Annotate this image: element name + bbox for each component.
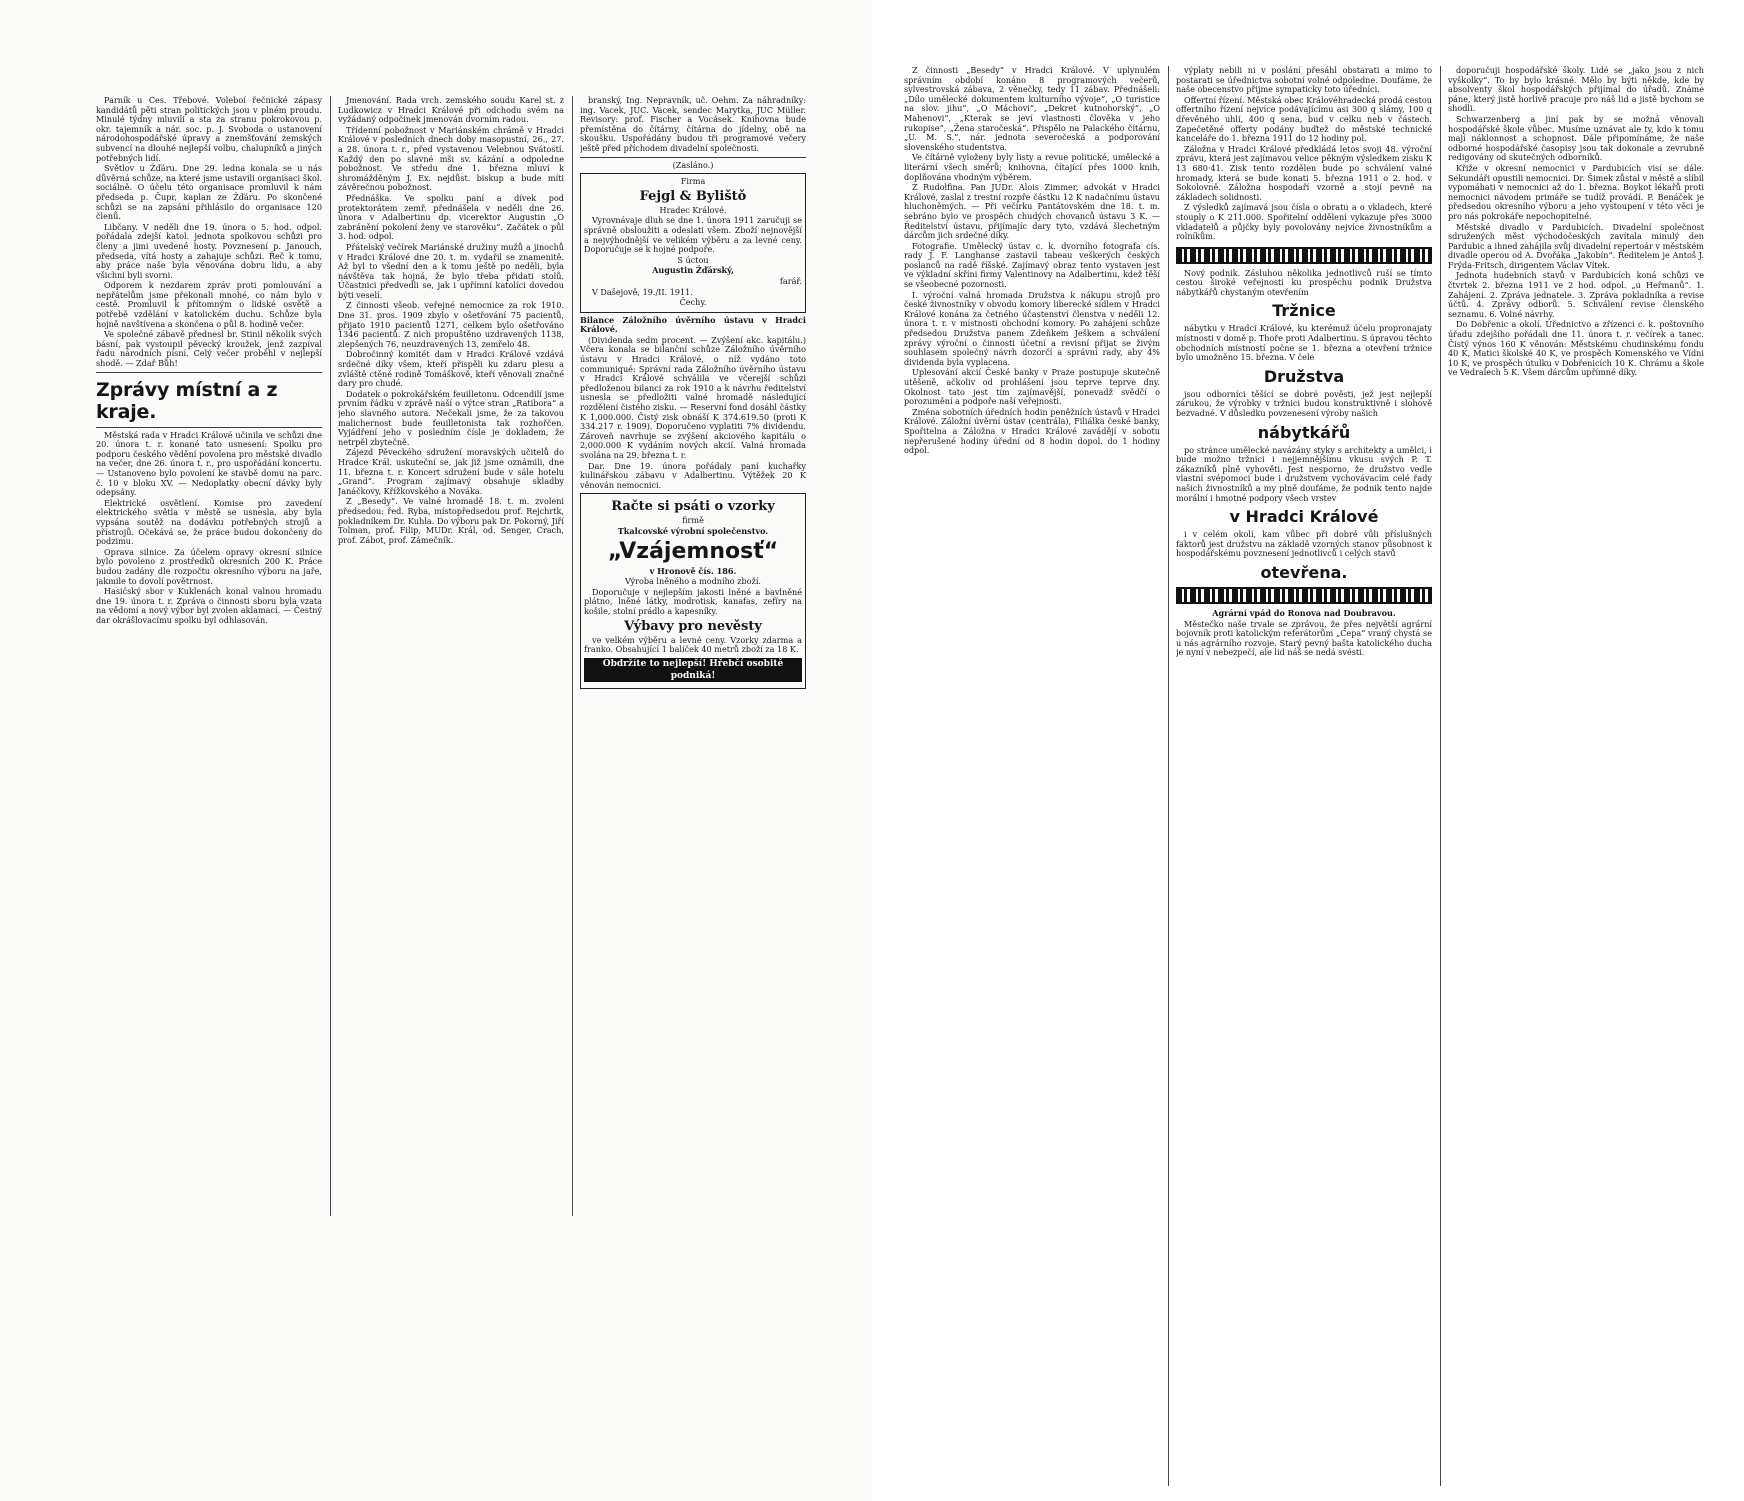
- article-paragraph: výplaty nebili ni v poslání přesáhl obstarati a mimo to postarati se úřednictva sobotní volné odpoledne. Doufáme, že naše obecenstvo přijme sympaticky toto úředníci.: [1176, 66, 1432, 95]
- ad-line: v Hronově čís. 186.: [649, 565, 737, 576]
- article-paragraph: Hasičský sbor v Kuklenách konal valnou hromadu dne 19. února t. r. Zpráva o činnosti sboru byla vzata na vědomí a nový výbor byl zvolen aklamací. — Čestný dar okrášlovacímu spolku byl odhlasován.: [96, 586, 322, 625]
- article-paragraph: nábytku v Hradci Králové, ku kterémuž účelu propronajaty místnosti v domě p. Thoře proti Adalbertinu. S úpravou těchto obchodních místností počne se 1. března a otevření tržnice bylo umožněno 15. března. V čele: [1176, 323, 1432, 363]
- right-column-2: [1176, 66, 1432, 1486]
- article-paragraph: Oprava silnice. Za účelem opravy okresní silnice bylo povoleno z prostředků okresních 200 K. Práce budou zadány dle rozpočtu okresního výboru na jaře, jakmile to dovolí povětrnost.: [96, 546, 322, 586]
- ornamental-border: [1176, 247, 1432, 264]
- ad-text: ve velkém výběru a levné ceny. Vzorky zdarma a franko. Obsahující 1 balíček 40 metrů zboží za 18 K.: [584, 634, 802, 655]
- signature-name: Augustin Žďárský,: [652, 265, 734, 276]
- firma-name: Fejgl & Bylištǒ: [639, 188, 747, 204]
- article-paragraph: Z činnosti všeob. veřejné nemocnice za rok 1910. Dne 31. pros. 1909 zbylo v ošetřování 75 pacientů, přijato 1910 pacientů 1271, celkem bylo ošetřováno 1346 pacientů. Z nich propuštěno uzdravených 1138, zlepšených 76, neuzdravených 13, zemřelo 48.: [338, 300, 564, 349]
- firma-sub: Hradec Králové.: [659, 204, 727, 215]
- article-paragraph: po stránce umělecké navázány styky s architekty a umělci, i bude možno tržnici i nejjemnějšímu vkusu svých P. T. zákazníků plně vyhověti. Jest nesporno, že družstvo vedle vlastní svépomoci bude i družstvem vychovávacím celé řady našich živnostníků a my plně doufáme, že podnik tento najde morální i hmotné podpory všech vrstev: [1176, 444, 1432, 503]
- left-column-1: [96, 96, 322, 1216]
- article-paragraph: Odporem k nezdarem zpráv proti pomlouvání a nepřátelům jsme překonali mnohé, co nám bylo v cestě. Promluvil k přítomným o lidské osvětě a potřebě vzdělání v katolickém duchu. Schůze byla hojně navštívena a skončena o půl 8. hodině večer.: [96, 280, 322, 329]
- article-paragraph: Zájezd Pěveckého sdružení moravských učitelů do Hradce Král. uskuteční se, jak již jsme oznámili, dne 11. března t. r. Koncert sdružení bude v sále hotelu „Grand“. Program zajímavý obsahuje skladby Janáčkovy, Křížkovského a Nováka.: [338, 447, 564, 496]
- ad-heading-otevrena: otevřena.: [1260, 562, 1348, 582]
- left-column-3: [580, 96, 806, 1216]
- article-paragraph: Z Rudolfina. Pan JUDr. Alois Zimmer, advokát v Hradci Králové, zaslal z trestní rozpře částku 12 K nadačnímu ústavu hluchoněmých. — Při večírku Pantátovském dne 18. t. m. sebráno bylo ve prospěch chudých chovanců ústavu 3 K. — Ředitelství ústavu, přijímajíc dary tyto, vzdává šlechetným dárcům jich srdečné díky.: [904, 182, 1160, 241]
- divider: [96, 427, 322, 428]
- article-paragraph: Z výsledků zajímavá jsou čísla o obratu a o vkladech, které stouply o K 211.000. Spořitelní oddělení vykazuje přes 3000 vkladatelů a půjčky byly povolovány nejvíce živnostníkům a rolníkům.: [1176, 202, 1432, 242]
- firma-text: Vyrovnávaje dluh se dne 1. února 1911 zaručuji se správně obsloužiti a odeslati všem. Zboží nejnovější a nejvýhodnější ve velikém výběru a za levné ceny. Doporučuje se k hojné podpoře.: [584, 215, 802, 255]
- ad-heading-nabytkaru: nábytkářů: [1257, 422, 1351, 442]
- article-paragraph: Z „Besedy“. Ve valné hromadě 18. t. m. zvoleni předsedou: řed. Ryba, místopředsedou prof. Rejchrtk, pokladníkem Dr. Kuhla. Do výboru pak Dr. Pokorný, Jiří Tolman, prof. Filip, MUDr. Král, od. Senger, Crach, prof. Zábot, prof. Zámečník.: [338, 496, 564, 545]
- zaslano-label: (Zasláno.): [672, 159, 714, 170]
- signature-date: V Dašejově, 19./II. 1911.: [592, 286, 693, 297]
- divider: [580, 157, 806, 158]
- article-paragraph: Městské divadlo v Pardubicích. Divadelní společnost sdružených měst východočeských zavítala minulý den Pardubic a ihned zahájila svůj divadelní repertoár v městském divadle operou od A. Dvořáka „Jakobín“. Ředitelem je Antoš J. Frýda-Fritsch, dirigentem Václav Vítek.: [1448, 221, 1704, 270]
- article-paragraph: Parník u Čes. Třebové. Voleboí řečnické zápasy kandidátů pěti stran politických jsou v plném proudu. Minulé týdny mluvili a sta za stranu pokrokovou p. okr. tajemník a nár. soc. p. J. Svoboda o ustanovení národohospodářské úpravy a znemšťování zemských subvencí na dlouhé nejlepší volbu, chalupníků a jiných potřebných lidí.: [96, 96, 322, 163]
- ad-heading-druzstva: Družstva: [1263, 366, 1345, 386]
- right-newspaper-page: [872, 0, 1744, 1501]
- right-column-1: [904, 66, 1160, 1486]
- left-column-2: [338, 96, 564, 1216]
- ornamental-border: [1176, 587, 1432, 604]
- ad-heading-hradci: v Hradci Králové: [1229, 507, 1379, 527]
- ad-text: Doporučuje v nejlepším jakosti lněné a bavlněné plátno, lněné látky, modrotisk, kanafas, zefíry na košile, stolní prádlo a kapesníky.: [584, 586, 802, 616]
- article-paragraph: Uplesování akcií České banky v Praze postupuje skutečně utěšeně, ačkoliv od prohlášení jsou teprve teprve dny. Okolnost tato jest tím zajímavější, ponevadž svědčí o porozumění a podpoře naší veřejnosti.: [904, 367, 1160, 407]
- article-paragraph: Přátelský večírek Mariánské družiny mužů a jinochů v Hradci Králové dne 20. t. m. vydařil se znamenitě. Až byl to všední den a k tomu ještě po neděli, byla návštěva tak hojná, že bylo třeba přidati stolů. Účastnici předvedli se, jak i upřímní katolíci dovedou býti veselí.: [338, 241, 564, 300]
- article-paragraph: Ve čítárně vyloženy byly listy a revue politické, umělecké a literární všech směrů; knihovna, čítající přes 1000 knih, doplňována vhodným výběrem.: [904, 152, 1160, 182]
- article-paragraph: Dobročinný komitét dam v Hradci Králové vzdává srdečné díky všem, kteří přispěli ku zdaru plesu a zvláště ctěné rodině Tomáškově, kteří věnovali značné dary pro chudé.: [338, 349, 564, 389]
- article-paragraph: Elektrické osvětlení. Komise pro zavedení elektrického světla v městě se usnesla, aby byla vypsána soutěž na dodávku potřebných strojů a přístrojů. Očekává se, že práce budou dokončeny do podzimu.: [96, 497, 322, 547]
- ad-line: Račte si psáti o vzorky: [611, 499, 775, 515]
- signature-loc: Čechy.: [679, 297, 707, 308]
- firma-label: Firma: [680, 176, 706, 187]
- article-paragraph: Nový podnik. Zásluhou několika jednotlivců ruší se tímto cestou široké veřejnosti ku prospěchu podnik Družstva nábytkářů chystaným otevřením: [1176, 267, 1432, 297]
- ad-line: Tkalcovské výrobní společenstvo.: [617, 525, 769, 536]
- signature-place: S úctou: [677, 254, 709, 265]
- column-rule: [1440, 66, 1441, 1486]
- dar-text: Dar. Dne 19. února pořádaly paní kuchařky kulinářskou zábavu v Adalbertinu. Výtěžek 20 K věnován nemocnici.: [580, 460, 806, 490]
- article-paragraph: I. výroční valná hromada Družstva k nákupu strojů pro české živnostníky v obvodu komory liberecké sídlem v Hradci Králové konána za četného účastenství členstva v neděli 12. února t. r. v místnosti obchodní komory. Po zahájení schůze předsedou Družstva panem Zdeňkem Ješkem a schválení zprávy výroční o činnosti účetní a revisní přijat se živým souhlasem společný návrh dozorčí a správní rady, aby 4% dividenda byla vyplacena.: [904, 289, 1160, 367]
- ad-heading-trznice: Tržnice: [1272, 301, 1336, 321]
- article-paragraph: Z činnosti „Besedy“ v Hradci Králové. V uplynulém správním období konáno 8 programových večerů, sylvestrovská zábava, 2 věnečky, tedy 11 zábav. Přednášeli: „Dílo umělecké dokumentem kulturního vývoje“, „O turistice na slov. jihu“, „O Máchovi“, „Dekret kutnohorský“, „O Mahenovi“, „Kterak se jeví vlastnosti člověka v jeho rukopise“, „Žena staročeská“. Přispělo na Palackého čítárnu, „U. M. S.“, nár. jednota severočeská a podporování slovenského studentstva.: [904, 66, 1160, 152]
- article-paragraph: Křiže v okresní nemocnici v Pardubicích visí se dále. Sekundáři opustili nemocnici. Dr. Šimek zůstal v městě a slíbil vypomáhati v nemocnici až do 1. března. Boykot lékařů proti nemocnici návodem primáře se tudíž provádí. P. Benáček je předsedou okresního výboru a jeho vystoupení v této věci je pro nás pokrokáře nepochopitelné.: [1448, 162, 1704, 221]
- article-paragraph: Fotografie. Umělecký ústav c. k. dvorního fotografa cís. rady J. F. Langhanse zastavil tabeau veškerých českých poslanců na radě říšské. Zajímavý obraz tento vystaven jest ve výkladní skříni firmy Valentinovy na Adalbertinu, kdež těší se všeobecné pozornosti.: [904, 240, 1160, 290]
- article-paragraph: Záložna v Hradci Králové předkládá letos svoji 48. výroční zprávu, která jest zajímavou velice pěkným výsledkem zisku K 13 680·41. Zisk tento rozdělen bude po schválení valné hromady, která se bude konati 5. března 1911 o 2. hod. v Sokolovně. Záložna hospodaří vzorně a stojí pevně na základech solidnosti.: [1176, 143, 1432, 202]
- signature-role: farář.: [779, 275, 802, 286]
- article-paragraph: Světlov u Žďáru. Dne 29. ledna konala se u nás důvěrná schůze, na které jsme ustavili organisaci škol. sociálně. O účelu této organisace promluvil k nám předseda p. Čupr, kaplan ze Žďáru. Po skončené schůzi se na zapsání přihlásilo do organisace 120 členů.: [96, 163, 322, 222]
- column-rule: [1168, 66, 1169, 1486]
- ad-line: Výbavy pro nevěsty: [624, 618, 762, 634]
- article-paragraph: Do Dobřenic a okolí. Úřednictvo a zřízenci c. k. poštovního úřadu zdejšího pořádali dne 11. února t. r. večírek a tanec. Čistý výnos 160 K věnován: Městskému chudinskému fondu 40 K, Matici školské 40 K, ve prospěch Komenského ve Vídni 10 K, ve prospěch útulku v Dobřenicích 10 K. Chrámu a škole ve Vedralech 5 K. Všem dárcům upřímné díky.: [1448, 319, 1704, 378]
- bilance-title: Bilance Záložního úvěrního ústavu v Hradci Králové.: [580, 314, 806, 335]
- vzajemnost-advert: [580, 493, 806, 688]
- article-paragraph: Libčany. V neděli dne 19. února o 5. hod. odpol. pořádala zdejší katol. jednota spolkovou schůzi pro členy a jimi uvedené hosty. Povznesení p. Janouch, předseda, vítá hosty a zahajuje schůzi. Řeč k tomu, aby práce naše byla věnována dobru lidu, a aby všichni byli svorni.: [96, 221, 322, 280]
- article-paragraph: doporučuji hospodářské školy. Lidé se „jako jsou z nich vyškolky“. To by bylo krásné. Mělo by býti někde, kde by absolventy škol hospodářských přijímal do úřadů. Známe páne, který jistě horlivě pracuje pro náš lid a jistě bychom se shodli.: [1448, 66, 1704, 114]
- article-paragraph: branský, Ing. Nepravník, uč. Oehm. Za náhradníky: ing. Vacek, JUC. Vacek, sendec Marytka, JUC Müller. Revisory: prof. Fischer a Vocásek. Knihovna bude přemístěna do čítárny, čítárna do jídelny, obě na skoušku. Uspořádány budou tři programové večery ještě před příchodem divadelní společnosti.: [580, 96, 806, 153]
- ad-line: Výroba lněného a modního zboží.: [625, 576, 761, 587]
- article-paragraph: Ve společné zábavě přednesl br. Stinil několik svých básní, pak vystoupil pěvecký kroužek, jenž zazpíval řadu národních písní. Celý večer proběhl v nejlepší shodě. — Zdař Bůh!: [96, 329, 322, 369]
- article-paragraph: Jednota hudebních stavů v Pardubicích koná schůzi ve čtvrtek 2. března 1911 ve 2 hod. odpol. „u Heřmanů“. 1. Zahájení. 2. Zpráva jednatele. 3. Zpráva pokladníka a revise účtů. 4. Zprávy odborů. 5. Schválení revise členského seznamu. 6. Volné návrhy.: [1448, 270, 1704, 319]
- right-column-3: [1448, 66, 1704, 1486]
- article-paragraph: Schwarzenberg a jiní pak by se možná věnovali hospodářské škole vůbec. Musíme uznávat ale ty, kdo k tomu mají náklonnost a schopnost. Dále připomínáme, že naše odborné hospodářské časopisy jsou tak dokonale a zevrubně redigovány od skutečných odborníků.: [1448, 113, 1704, 163]
- section-title: Zprávy místní a z kraje.: [96, 378, 278, 423]
- ad-footer: Obdržíte to nejlepší! Hřebčí osobitě podniká!: [584, 658, 802, 682]
- column-rule: [572, 96, 573, 1216]
- divider: [96, 372, 322, 373]
- article-paragraph: Offertní řízení. Městská obec Královéhradecká prodá cestou offertního řízení nejvíce podávajícímu asi 300 q slámy, 100 q dřevěného uhlí, 400 q sena, bud v celku neb v částech. Zapečetěné offerty podány buďtež do městské technické kanceláře do 1. března 1911 do 12 hodiny pol.: [1176, 94, 1432, 144]
- ad-line: firmě: [682, 515, 704, 526]
- firma-notice: [580, 173, 806, 313]
- agrarni-title: Agrární vpád do Ronova nad Doubravou.: [1212, 607, 1396, 618]
- article-paragraph: jsou odborníci těšící se dobré pověsti, jež jest nejlepší zárukou, že výrobky v tržnici budou konstruktivně i slohově bezvadné. V důsledku povzenesení výroby našich: [1176, 388, 1432, 419]
- article-paragraph: Jmenování. Rada vrch. zemského soudu Karel st. z Ludkowicz v Hradci Králové při odchodu svém na vyžádaný odpočinek jmenován dvorním radou.: [338, 96, 564, 125]
- article-paragraph: Dodatek o pokrokářském feuilletonu. Odcendilí jsme prvním řádku v zprávě naší o výtce stran „Ratibora“ a jeho slavného autora. Nečekali jsme, že za takovou malichernost bude feuilletonista tak rozhořčen. Vyjádření jeho v posledním čísle je dokladem, že netrpěl zbytečně.: [338, 388, 564, 447]
- article-paragraph: Třídenní pobožnost v Mariánském chrámě v Hradci Králové v posledních dnech doby masopustní, 26., 27. a 28. února t. r., před vystavenou Velebnou Svátostí. Každý den po slavné mši sv. kázání a odpoledne pobožnost. Ve středu dne 1. března mluví k shromážděným J. Ex. nejdůst. biskup a bude míti závěrečnou pobožnost.: [338, 124, 564, 193]
- article-paragraph: Městečko naše trvale se zprávou, že přes největší agrární bojovník proti katolickým referátorům „Cepa“ vraný chystá se u nás agrárního rozvoje. Starý pevný bašta katolického ducha je nyní v nebezpečí, ale lid náš se nedá svésti.: [1176, 618, 1432, 658]
- column-rule: [330, 96, 331, 1216]
- article-paragraph: Přednáška. Ve spolku paní a dívek pod protektorátem zemř. přednášela v neděli dne 26. února v Adalbertinu dp. vicerektor Augustin „O zabránění pokolení ženy ve starověku“. Začátek o půl 3. hod. odpol.: [338, 192, 564, 242]
- article-paragraph: Městská rada v Hradci Králové učinila ve schůzi dne 20. února t. r. konané tato usnesení: Spolku pro podporu českého vědění povolena pro městské divadlo na večer, dne 26. února t. r., pro uspořádání koncertu. — Ustanoveno bylo povolení ke stavbě domu na parc. č. 10 v bloku XV. — Nedoplatky obecní dávky byly odepsány.: [96, 429, 322, 498]
- bilance-text: (Dividenda sedm procent. — Zvýšení akc. kapitálu.) Včera konala se bilanční schůze Záložního úvěrního ústavu v Hradci Králové, o níž vydáno toto communiqué: Správní rada Záložního úvěrního ústavu v Hradci Králové schválila ve včerejší schůzi předloženou bilanci za rok 1910 a k návrhu ředitelství usnesla se předložiti valné hromadě následující rozdělení čistého zisku. — Reservní fond dosáhl částky K 1,000.000. Čistý zisk obnáší K 374.619.50 (proti K 334.217 r. 1909). Doporučeno vyplatiti 7% dividendu. Zároveň navrhuje se zvýšení akciového kapitálu o 2,000.000 K vydáním nových akcií. Valná hromada svolána na 29. března t. r.: [580, 334, 806, 460]
- ad-brand: „Vzájemnosť“: [607, 538, 779, 564]
- article-paragraph: i v celém okolí, kam vůbec při dobré vůli příslušných faktorů jest družstvu na základě vzorných stanov působnost k hospodářskému povznesení jednotlivců i celých stavů: [1176, 529, 1432, 559]
- article-paragraph: Změna sobotních úředních hodin peněžních ústavů v Hradci Králové. Záložní úvěrní ústav (centrála), Filiálka české banky, Spořitelna a Záložna v Hradci Králové zavádějí v sobotu nepřerušené hodiny úřední od 8 hodin dopol. do 1 hodiny odpol.: [904, 406, 1160, 456]
